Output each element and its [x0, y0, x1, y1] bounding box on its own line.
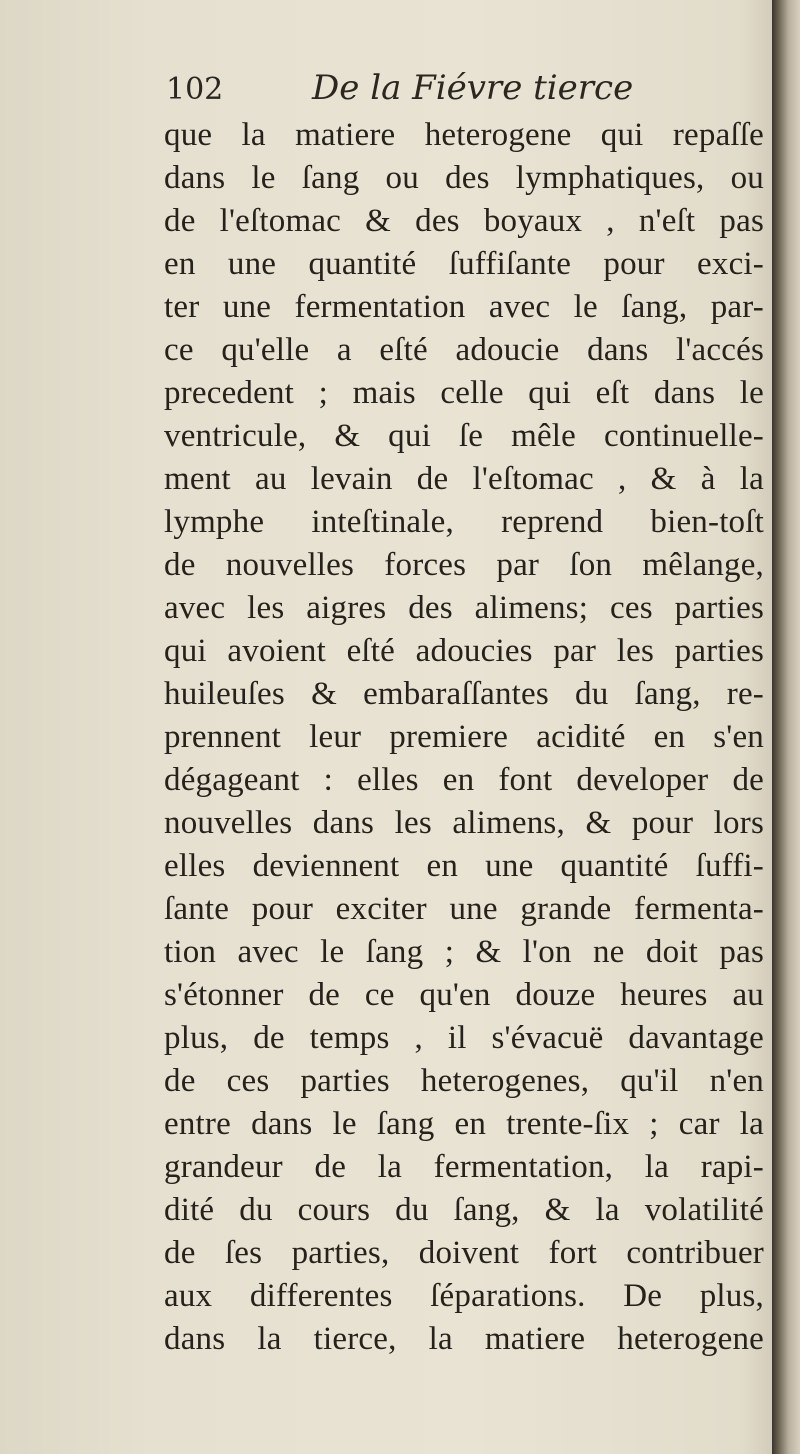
- text-line: dégageant : elles en font developer de: [164, 762, 764, 798]
- text-line: precedent ; mais celle qui eſt dans le: [164, 375, 764, 411]
- text-line: elles deviennent en une quantité ſuffi-: [164, 848, 764, 884]
- text-line: plus, de temps , il s'évacuë davantage: [164, 1020, 764, 1056]
- text-line: avec les aigres des alimens; ces parties: [164, 590, 764, 626]
- text-line: ment au levain de l'eſtomac , & à la: [164, 461, 764, 497]
- text-line: de nouvelles forces par ſon mêlange,: [164, 547, 764, 583]
- text-line: ſante pour exciter une grande fermenta-: [164, 891, 764, 927]
- text-line: s'étonner de ce qu'en douze heures au: [164, 977, 764, 1013]
- text-line: qui avoient eſté adoucies par les parties: [164, 633, 764, 669]
- text-line: prennent leur premiere acidité en s'en: [164, 719, 764, 755]
- text-line: aux differentes ſéparations. De plus,: [164, 1278, 764, 1314]
- text-line: dans la tierce, la matiere heterogene: [164, 1321, 764, 1357]
- text-line: de ſes parties, doivent fort contribuer: [164, 1235, 764, 1271]
- text-line: de ces parties heterogenes, qu'il n'en: [164, 1063, 764, 1099]
- text-line: entre dans le ſang en trente-ſix ; car la: [164, 1106, 764, 1142]
- text-line: huileuſes & embaraſſantes du ſang, re-: [164, 676, 764, 712]
- text-line: dité du cours du ſang, & la volatilité: [164, 1192, 764, 1228]
- body-text: [164, 114, 764, 1361]
- book-spine-shadow: [772, 0, 800, 1454]
- text-line: de l'eſtomac & des boyaux , n'eſt pas: [164, 203, 764, 239]
- text-line: ce qu'elle a eſté adoucie dans l'accés: [164, 332, 764, 368]
- text-line: ventricule, & qui ſe mêle continuelle-: [164, 418, 764, 454]
- running-title: De la Fiévre tierce: [312, 68, 634, 108]
- text-line: dans le ſang ou des lymphatiques, ou: [164, 160, 764, 196]
- text-line: nouvelles dans les alimens, & pour lors: [164, 805, 764, 841]
- text-line: ter une fermentation avec le ſang, par-: [164, 289, 764, 325]
- text-line: lymphe inteſtinale, reprend bien-toſt: [164, 504, 764, 540]
- page-header: [166, 66, 726, 116]
- text-line: grandeur de la fermentation, la rapi-: [164, 1149, 764, 1185]
- text-line: tion avec le ſang ; & l'on ne doit pas: [164, 934, 764, 970]
- text-line: que la matiere heterogene qui repaſſe: [164, 117, 764, 153]
- text-line: en une quantité ſuffiſante pour exci-: [164, 246, 764, 282]
- page-number: 102: [166, 72, 224, 107]
